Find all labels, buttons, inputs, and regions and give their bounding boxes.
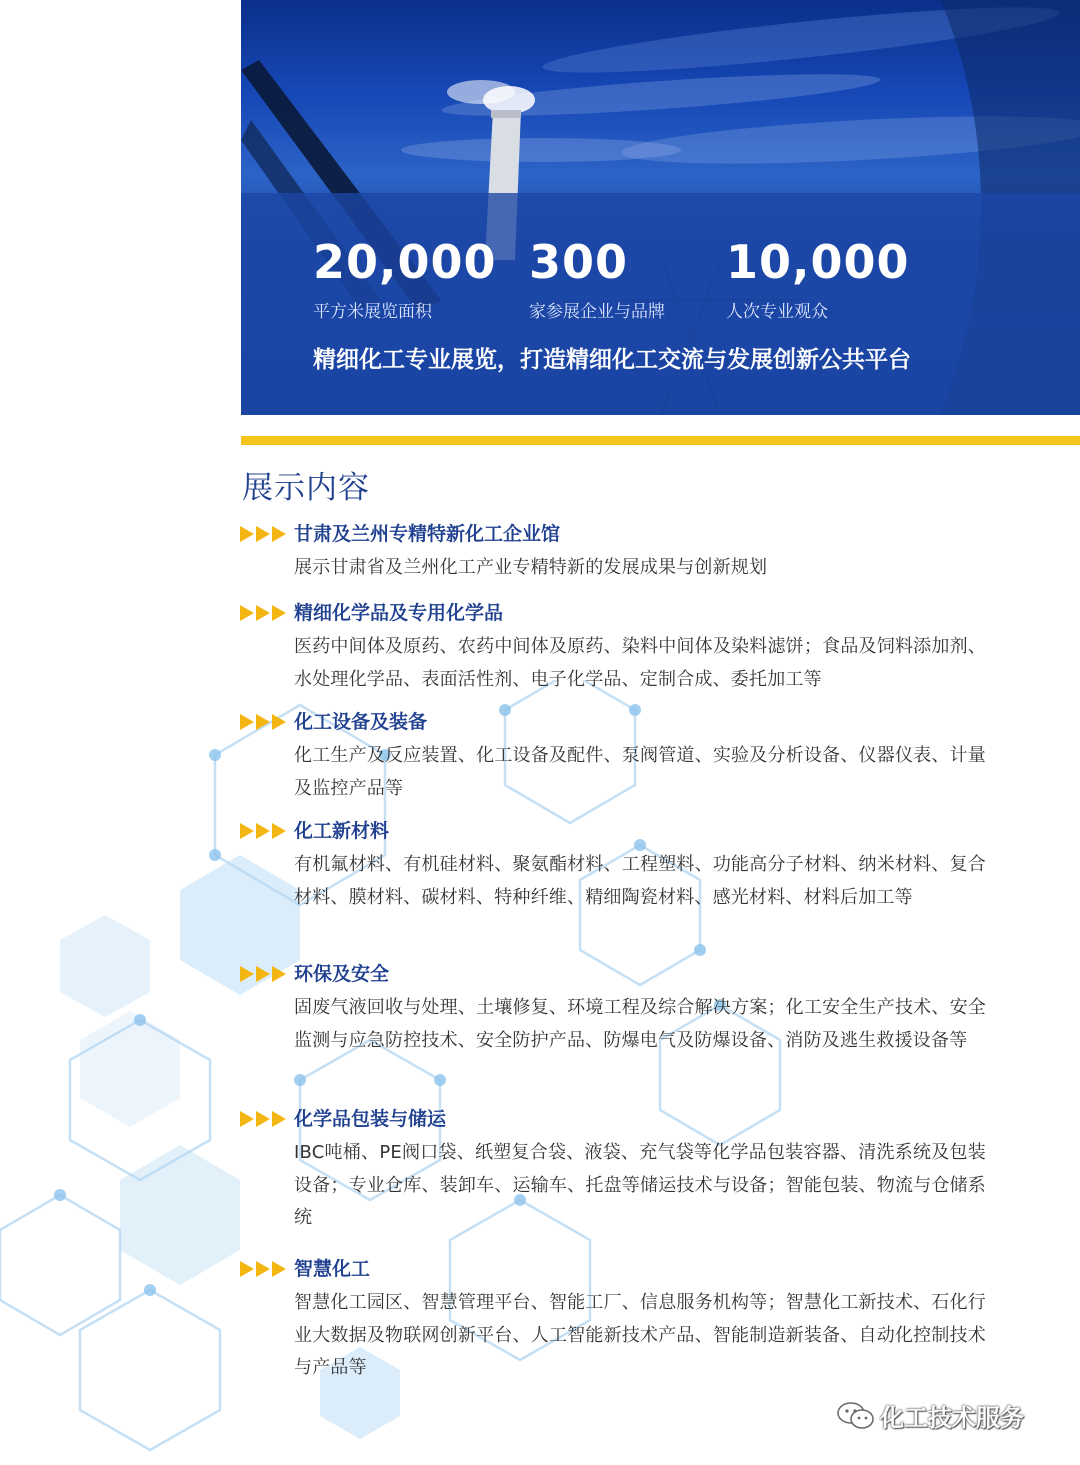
stat-number-visitors: 10,000 (726, 235, 910, 289)
triple-arrow-icon (240, 1111, 288, 1127)
section-title: 展示内容 (242, 470, 370, 506)
list-item (240, 708, 1000, 805)
item-title: 精细化学品及专用化学品 (294, 602, 504, 624)
wechat-icon (836, 1400, 876, 1432)
triple-arrow-icon (240, 966, 288, 982)
list-item (240, 520, 1000, 585)
stat-label-visitors: 人次专业观众 (726, 302, 828, 322)
item-description: 智慧化工园区、智慧管理平台、智能工厂、信息服务机构等；智慧化工新技术、石化行业大数据及物联网创新平台、人工智能新技术产品、智能制造新装备、自动化控制技术与产品等 (294, 1292, 986, 1378)
watermark-text: 化工技术服务 (880, 1404, 1024, 1432)
stat-number-area: 20,000 (313, 235, 497, 289)
item-description: 展示甘肃省及兰州化工产业专精特新的发展成果与创新规划 (294, 557, 768, 578)
item-title: 化学品包装与储运 (294, 1108, 447, 1130)
triple-arrow-icon (240, 605, 288, 621)
accent-divider (241, 436, 1080, 445)
item-title: 甘肃及兰州专精特新化工企业馆 (294, 523, 561, 545)
item-title: 智慧化工 (294, 1258, 371, 1280)
hero-banner (241, 0, 1080, 415)
item-description: 医药中间体及原药、农药中间体及原药、染料中间体及染料滤饼；食品及饲料添加剂、水处理化学品、表面活性剂、电子化学品、定制合成、委托加工等 (294, 636, 986, 690)
item-title: 化工设备及装备 (294, 711, 428, 733)
item-description: 有机氟材料、有机硅材料、聚氨酯材料、工程塑料、功能高分子材料、纳米材料、复合材料、膜材料、碳材料、特种纤维、精细陶瓷材料、感光材料、材料后加工等 (294, 854, 986, 908)
stat-label-exhibitors: 家参展企业与品牌 (529, 302, 665, 322)
watermark (836, 1398, 1024, 1433)
hero-slogan: 精细化工专业展览，打造精细化工交流与发展创新公共平台 (313, 347, 911, 373)
list-item (240, 1105, 1000, 1235)
triple-arrow-icon (240, 714, 288, 730)
list-item (240, 817, 1000, 914)
stat-number-exhibitors: 300 (529, 235, 629, 289)
item-description: 固废气液回收与处理、土壤修复、环境工程及综合解决方案；化工安全生产技术、安全监测与应急防控技术、安全防护产品、防爆电气及防爆设备、消防及逃生救援设备等 (294, 997, 986, 1051)
item-title: 化工新材料 (294, 820, 390, 842)
item-title: 环保及安全 (294, 963, 390, 985)
item-description: 化工生产及反应装置、化工设备及配件、泵阀管道、实验及分析设备、仪器仪表、计量及监控产品等 (294, 745, 986, 799)
triple-arrow-icon (240, 526, 288, 542)
stat-label-area: 平方米展览面积 (313, 302, 432, 322)
list-item (240, 960, 1000, 1057)
list-item (240, 1255, 1000, 1385)
triple-arrow-icon (240, 823, 288, 839)
triple-arrow-icon (240, 1261, 288, 1277)
list-item (240, 599, 1000, 696)
item-description: IBC吨桶、PE阀口袋、纸塑复合袋、液袋、充气袋等化学品包装容器、清洗系统及包装设备；专业仓库、装卸车、运输车、托盘等储运技术与设备；智能包装、物流与仓储系统 (294, 1142, 986, 1228)
